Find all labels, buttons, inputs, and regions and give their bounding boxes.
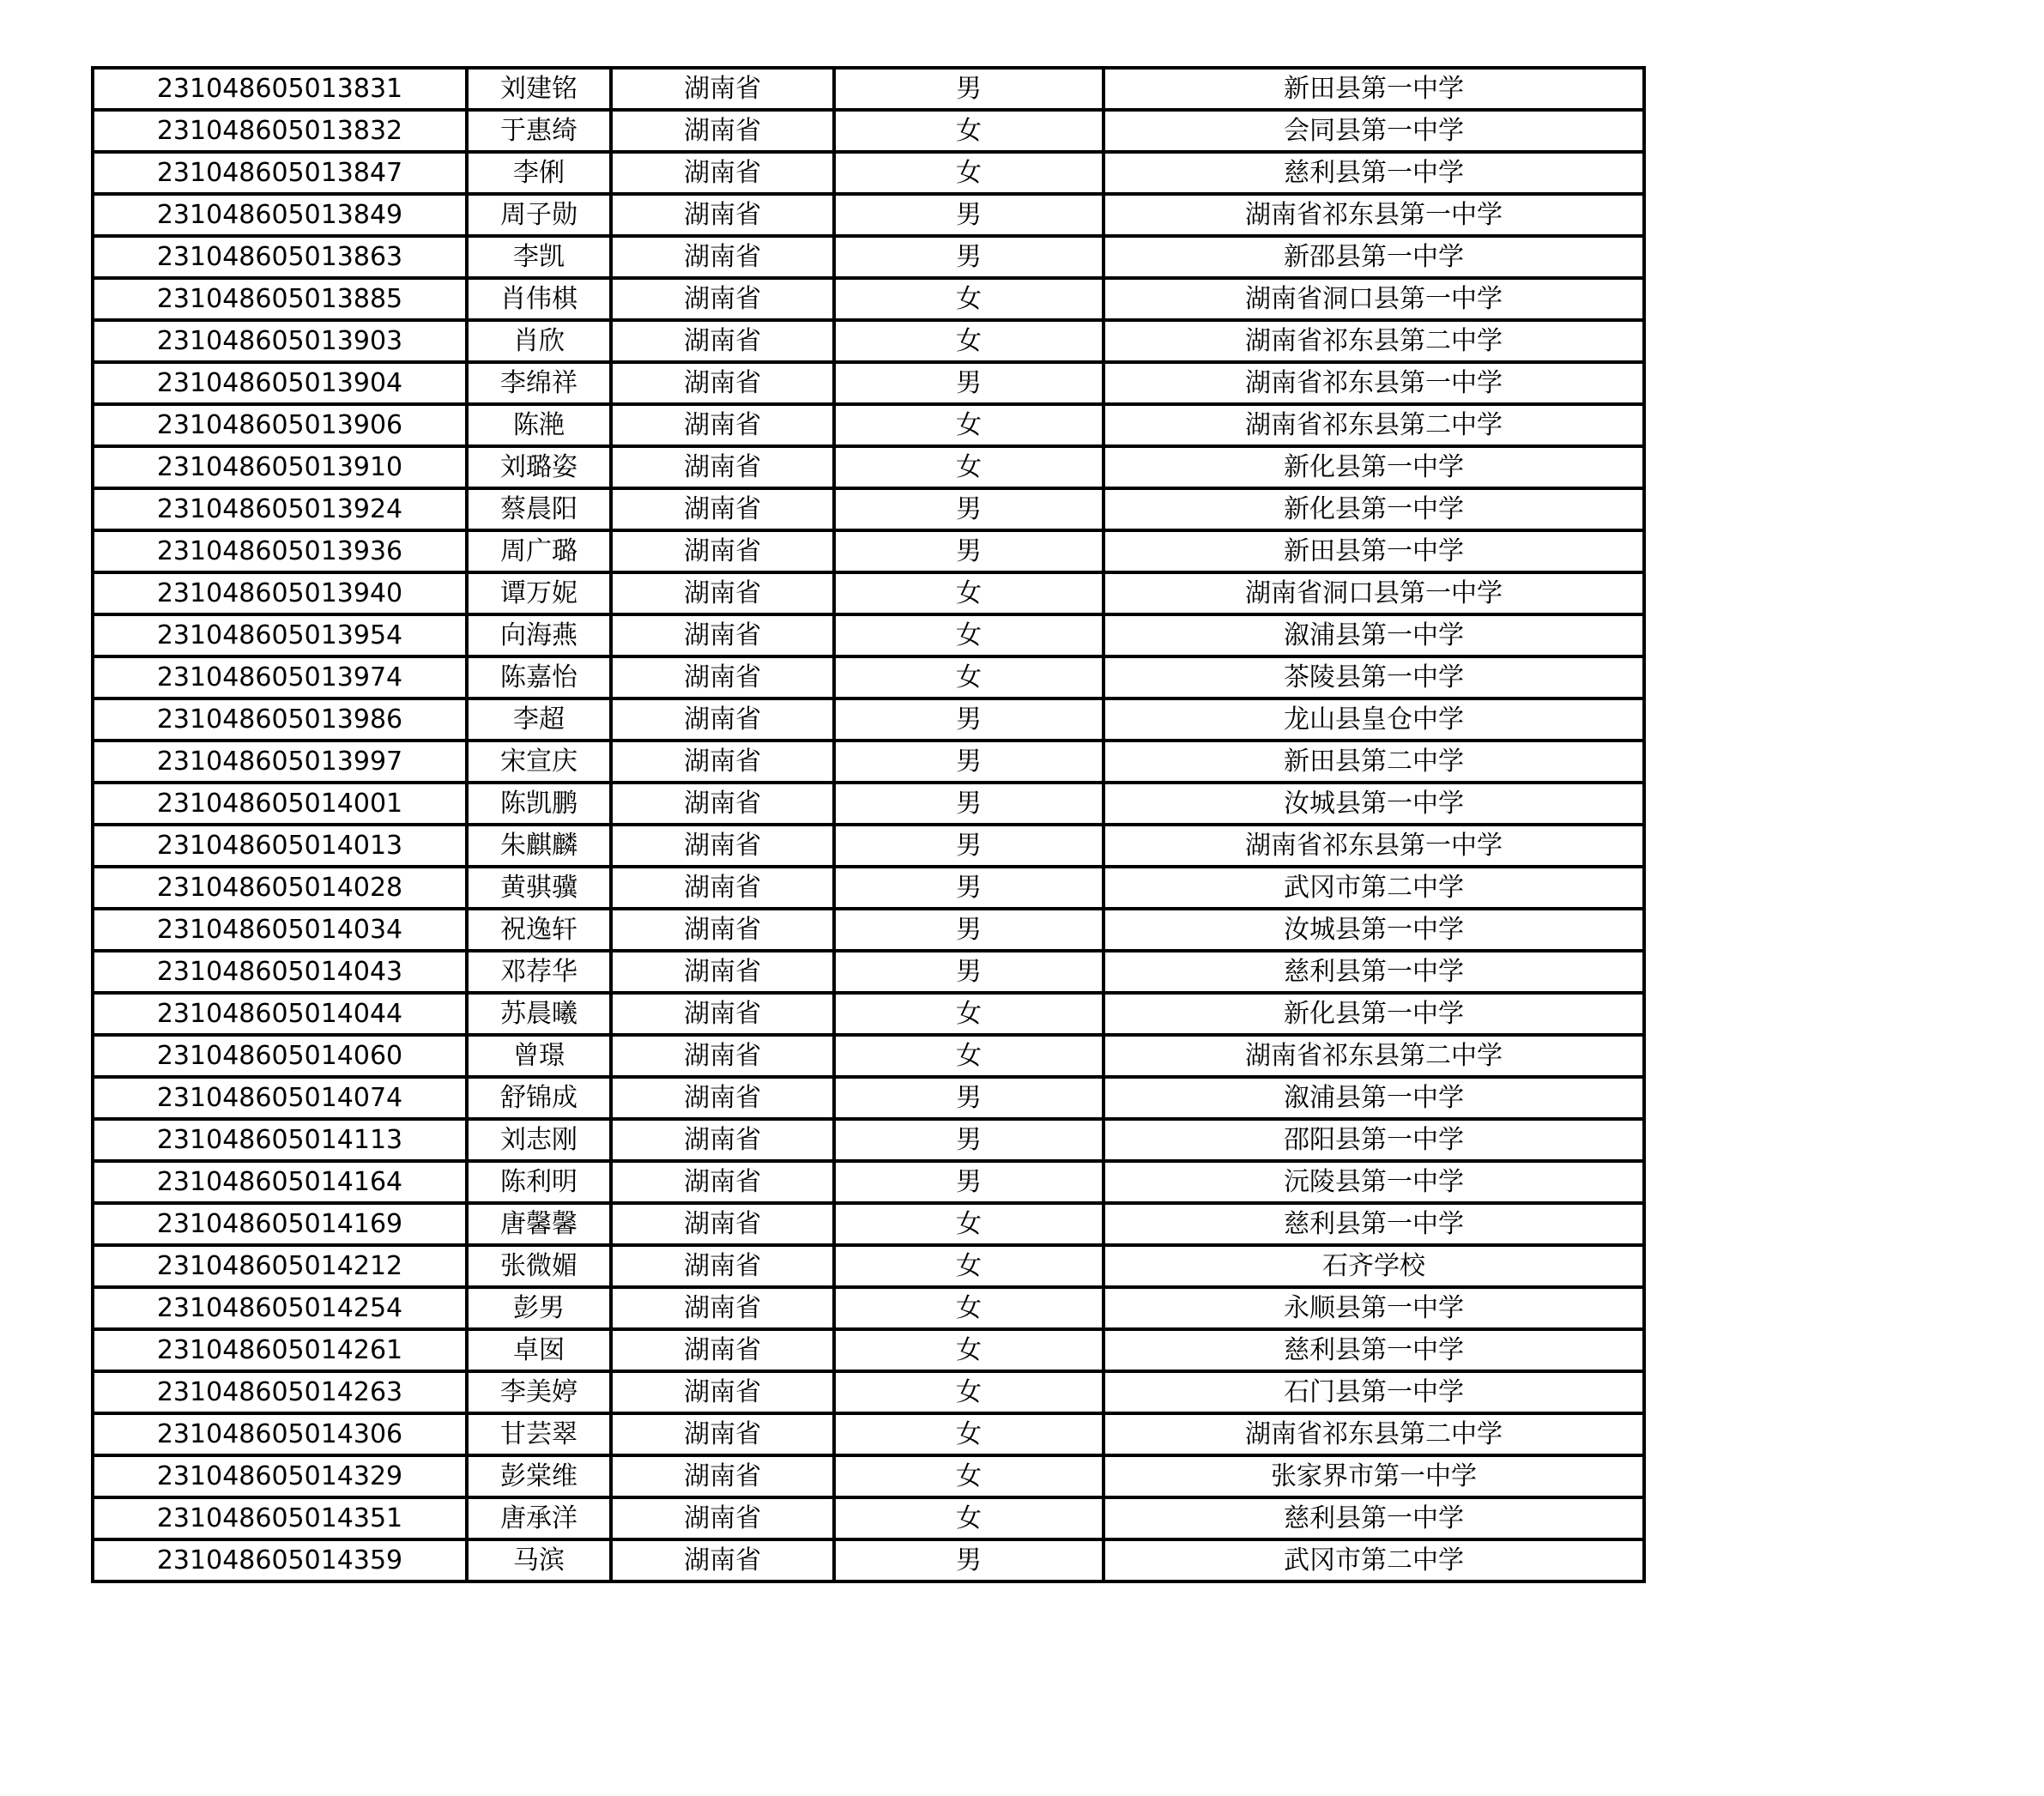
gender-cell: 女	[834, 110, 1104, 152]
student-id-cell: 231048605014212	[93, 1245, 467, 1287]
school-cell: 张家界市第一中学	[1104, 1455, 1644, 1497]
student-name-cell: 周广璐	[467, 530, 611, 572]
gender-cell: 女	[834, 404, 1104, 446]
student-name-cell: 陈利明	[467, 1161, 611, 1203]
province-cell: 湖南省	[611, 278, 834, 320]
student-name-cell: 刘建铭	[467, 68, 611, 110]
student-name-cell: 陈滟	[467, 404, 611, 446]
gender-cell: 女	[834, 614, 1104, 656]
school-cell: 新田县第二中学	[1104, 741, 1644, 783]
table-row	[93, 1161, 1644, 1203]
gender-cell: 女	[834, 1245, 1104, 1287]
school-cell: 新邵县第一中学	[1104, 236, 1644, 278]
table-row	[93, 698, 1644, 741]
school-cell: 汝城县第一中学	[1104, 783, 1644, 825]
province-cell: 湖南省	[611, 909, 834, 951]
gender-cell: 男	[834, 783, 1104, 825]
gender-cell: 男	[834, 951, 1104, 993]
table-row	[93, 656, 1644, 698]
gender-cell: 男	[834, 362, 1104, 404]
gender-cell: 男	[834, 68, 1104, 110]
table-row	[93, 488, 1644, 530]
school-cell: 慈利县第一中学	[1104, 1203, 1644, 1245]
province-cell: 湖南省	[611, 1497, 834, 1539]
province-cell: 湖南省	[611, 993, 834, 1035]
gender-cell: 男	[834, 867, 1104, 909]
province-cell: 湖南省	[611, 572, 834, 614]
table-row	[93, 362, 1644, 404]
province-cell: 湖南省	[611, 1035, 834, 1077]
student-id-cell: 231048605014074	[93, 1077, 467, 1119]
student-id-cell: 231048605014164	[93, 1161, 467, 1203]
province-cell: 湖南省	[611, 1077, 834, 1119]
table-row	[93, 530, 1644, 572]
province-cell: 湖南省	[611, 951, 834, 993]
student-id-cell: 231048605013924	[93, 488, 467, 530]
roster-table	[91, 66, 1646, 1583]
student-id-cell: 231048605013954	[93, 614, 467, 656]
student-id-cell: 231048605014028	[93, 867, 467, 909]
student-id-cell: 231048605014013	[93, 825, 467, 867]
gender-cell: 女	[834, 1413, 1104, 1455]
student-id-cell: 231048605014329	[93, 1455, 467, 1497]
province-cell: 湖南省	[611, 110, 834, 152]
school-cell: 龙山县皇仓中学	[1104, 698, 1644, 741]
gender-cell: 男	[834, 1539, 1104, 1581]
student-name-cell: 蔡晨阳	[467, 488, 611, 530]
student-id-cell: 231048605013974	[93, 656, 467, 698]
student-name-cell: 谭万妮	[467, 572, 611, 614]
student-name-cell: 唐承洋	[467, 1497, 611, 1539]
table-row	[93, 825, 1644, 867]
student-id-cell: 231048605013847	[93, 152, 467, 194]
school-cell: 会同县第一中学	[1104, 110, 1644, 152]
gender-cell: 女	[834, 1497, 1104, 1539]
province-cell: 湖南省	[611, 867, 834, 909]
school-cell: 溆浦县第一中学	[1104, 614, 1644, 656]
gender-cell: 女	[834, 656, 1104, 698]
school-cell: 湖南省祁东县第一中学	[1104, 825, 1644, 867]
student-name-cell: 朱麒麟	[467, 825, 611, 867]
table-row	[93, 194, 1644, 236]
gender-cell: 女	[834, 1329, 1104, 1371]
school-cell: 石齐学校	[1104, 1245, 1644, 1287]
student-name-cell: 肖欣	[467, 320, 611, 362]
student-name-cell: 马滨	[467, 1539, 611, 1581]
table-row	[93, 68, 1644, 110]
school-cell: 湖南省祁东县第二中学	[1104, 404, 1644, 446]
student-id-cell: 231048605014043	[93, 951, 467, 993]
student-id-cell: 231048605013997	[93, 741, 467, 783]
school-cell: 新化县第一中学	[1104, 993, 1644, 1035]
table-row	[93, 278, 1644, 320]
province-cell: 湖南省	[611, 152, 834, 194]
province-cell: 湖南省	[611, 1413, 834, 1455]
table-row	[93, 320, 1644, 362]
table-row	[93, 1287, 1644, 1329]
school-cell: 慈利县第一中学	[1104, 1497, 1644, 1539]
table-row	[93, 1245, 1644, 1287]
gender-cell: 男	[834, 825, 1104, 867]
gender-cell: 男	[834, 1077, 1104, 1119]
school-cell: 慈利县第一中学	[1104, 1329, 1644, 1371]
table-row	[93, 1329, 1644, 1371]
student-id-cell: 231048605014044	[93, 993, 467, 1035]
school-cell: 湖南省洞口县第一中学	[1104, 572, 1644, 614]
student-name-cell: 祝逸轩	[467, 909, 611, 951]
province-cell: 湖南省	[611, 446, 834, 488]
school-cell: 湖南省祁东县第二中学	[1104, 320, 1644, 362]
table-row	[93, 1497, 1644, 1539]
table-row	[93, 741, 1644, 783]
table-row	[93, 1203, 1644, 1245]
school-cell: 汝城县第一中学	[1104, 909, 1644, 951]
student-id-cell: 231048605014169	[93, 1203, 467, 1245]
student-id-cell: 231048605014263	[93, 1371, 467, 1413]
gender-cell: 女	[834, 1035, 1104, 1077]
school-cell: 新田县第一中学	[1104, 530, 1644, 572]
gender-cell: 女	[834, 572, 1104, 614]
student-name-cell: 卓囡	[467, 1329, 611, 1371]
school-cell: 沅陵县第一中学	[1104, 1161, 1644, 1203]
province-cell: 湖南省	[611, 1161, 834, 1203]
student-name-cell: 甘芸翠	[467, 1413, 611, 1455]
student-name-cell: 向海燕	[467, 614, 611, 656]
student-id-cell: 231048605013936	[93, 530, 467, 572]
school-cell: 石门县第一中学	[1104, 1371, 1644, 1413]
student-name-cell: 曾璟	[467, 1035, 611, 1077]
student-id-cell: 231048605013832	[93, 110, 467, 152]
student-name-cell: 周子勋	[467, 194, 611, 236]
student-id-cell: 231048605014351	[93, 1497, 467, 1539]
gender-cell: 女	[834, 993, 1104, 1035]
table-row	[93, 867, 1644, 909]
province-cell: 湖南省	[611, 1203, 834, 1245]
gender-cell: 男	[834, 194, 1104, 236]
table-row	[93, 909, 1644, 951]
student-id-cell: 231048605013885	[93, 278, 467, 320]
student-id-cell: 231048605013906	[93, 404, 467, 446]
student-name-cell: 宋宣庆	[467, 741, 611, 783]
school-cell: 永顺县第一中学	[1104, 1287, 1644, 1329]
province-cell: 湖南省	[611, 1539, 834, 1581]
student-id-cell: 231048605013940	[93, 572, 467, 614]
gender-cell: 女	[834, 152, 1104, 194]
gender-cell: 女	[834, 278, 1104, 320]
school-cell: 新化县第一中学	[1104, 488, 1644, 530]
province-cell: 湖南省	[611, 825, 834, 867]
student-name-cell: 陈凯鹏	[467, 783, 611, 825]
table-row	[93, 1035, 1644, 1077]
student-name-cell: 陈嘉怡	[467, 656, 611, 698]
province-cell: 湖南省	[611, 236, 834, 278]
table-row	[93, 783, 1644, 825]
table-row	[93, 404, 1644, 446]
school-cell: 湖南省祁东县第二中学	[1104, 1035, 1644, 1077]
gender-cell: 女	[834, 1455, 1104, 1497]
school-cell: 溆浦县第一中学	[1104, 1077, 1644, 1119]
student-id-cell: 231048605013986	[93, 698, 467, 741]
student-id-cell: 231048605014034	[93, 909, 467, 951]
province-cell: 湖南省	[611, 656, 834, 698]
province-cell: 湖南省	[611, 362, 834, 404]
table-row	[93, 1077, 1644, 1119]
student-name-cell: 李绵祥	[467, 362, 611, 404]
school-cell: 新田县第一中学	[1104, 68, 1644, 110]
student-name-cell: 李俐	[467, 152, 611, 194]
student-name-cell: 彭男	[467, 1287, 611, 1329]
gender-cell: 男	[834, 236, 1104, 278]
school-cell: 邵阳县第一中学	[1104, 1119, 1644, 1161]
province-cell: 湖南省	[611, 194, 834, 236]
student-id-cell: 231048605013849	[93, 194, 467, 236]
table-row	[93, 446, 1644, 488]
school-cell: 新化县第一中学	[1104, 446, 1644, 488]
student-id-cell: 231048605014060	[93, 1035, 467, 1077]
school-cell: 武冈市第二中学	[1104, 867, 1644, 909]
table-row	[93, 236, 1644, 278]
gender-cell: 男	[834, 741, 1104, 783]
student-id-cell: 231048605014001	[93, 783, 467, 825]
student-id-cell: 231048605014113	[93, 1119, 467, 1161]
student-id-cell: 231048605013863	[93, 236, 467, 278]
table-row	[93, 993, 1644, 1035]
roster-body	[93, 68, 1644, 1581]
gender-cell: 男	[834, 1161, 1104, 1203]
province-cell: 湖南省	[611, 1371, 834, 1413]
student-name-cell: 张微媚	[467, 1245, 611, 1287]
gender-cell: 男	[834, 1119, 1104, 1161]
student-name-cell: 舒锦成	[467, 1077, 611, 1119]
province-cell: 湖南省	[611, 698, 834, 741]
student-name-cell: 肖伟棋	[467, 278, 611, 320]
gender-cell: 男	[834, 530, 1104, 572]
school-cell: 湖南省祁东县第二中学	[1104, 1413, 1644, 1455]
student-name-cell: 刘志刚	[467, 1119, 611, 1161]
province-cell: 湖南省	[611, 1287, 834, 1329]
table-row	[93, 614, 1644, 656]
student-name-cell: 苏晨曦	[467, 993, 611, 1035]
student-id-cell: 231048605013910	[93, 446, 467, 488]
gender-cell: 女	[834, 1371, 1104, 1413]
student-id-cell: 231048605014261	[93, 1329, 467, 1371]
school-cell: 慈利县第一中学	[1104, 951, 1644, 993]
student-name-cell: 于惠绮	[467, 110, 611, 152]
gender-cell: 女	[834, 446, 1104, 488]
student-id-cell: 231048605013831	[93, 68, 467, 110]
student-name-cell: 邓荐华	[467, 951, 611, 993]
student-name-cell: 唐馨馨	[467, 1203, 611, 1245]
province-cell: 湖南省	[611, 783, 834, 825]
province-cell: 湖南省	[611, 404, 834, 446]
school-cell: 武冈市第二中学	[1104, 1539, 1644, 1581]
gender-cell: 男	[834, 488, 1104, 530]
student-name-cell: 李美婷	[467, 1371, 611, 1413]
province-cell: 湖南省	[611, 320, 834, 362]
province-cell: 湖南省	[611, 1119, 834, 1161]
gender-cell: 男	[834, 909, 1104, 951]
province-cell: 湖南省	[611, 1329, 834, 1371]
province-cell: 湖南省	[611, 68, 834, 110]
province-cell: 湖南省	[611, 488, 834, 530]
student-id-cell: 231048605014306	[93, 1413, 467, 1455]
table-row	[93, 152, 1644, 194]
province-cell: 湖南省	[611, 614, 834, 656]
table-row	[93, 1119, 1644, 1161]
student-name-cell: 彭棠维	[467, 1455, 611, 1497]
table-row	[93, 1455, 1644, 1497]
gender-cell: 女	[834, 1203, 1104, 1245]
table-row	[93, 1371, 1644, 1413]
gender-cell: 女	[834, 320, 1104, 362]
student-id-cell: 231048605014254	[93, 1287, 467, 1329]
student-name-cell: 李凯	[467, 236, 611, 278]
school-cell: 湖南省祁东县第一中学	[1104, 362, 1644, 404]
school-cell: 慈利县第一中学	[1104, 152, 1644, 194]
table-row	[93, 951, 1644, 993]
table-row	[93, 572, 1644, 614]
student-id-cell: 231048605013903	[93, 320, 467, 362]
table-row	[93, 110, 1644, 152]
gender-cell: 女	[834, 1287, 1104, 1329]
province-cell: 湖南省	[611, 741, 834, 783]
province-cell: 湖南省	[611, 1245, 834, 1287]
student-id-cell: 231048605013904	[93, 362, 467, 404]
school-cell: 湖南省祁东县第一中学	[1104, 194, 1644, 236]
table-row	[93, 1413, 1644, 1455]
province-cell: 湖南省	[611, 530, 834, 572]
student-id-cell: 231048605014359	[93, 1539, 467, 1581]
student-name-cell: 刘璐姿	[467, 446, 611, 488]
student-name-cell: 李超	[467, 698, 611, 741]
gender-cell: 男	[834, 698, 1104, 741]
school-cell: 湖南省洞口县第一中学	[1104, 278, 1644, 320]
province-cell: 湖南省	[611, 1455, 834, 1497]
table-row	[93, 1539, 1644, 1581]
school-cell: 茶陵县第一中学	[1104, 656, 1644, 698]
student-name-cell: 黄骐骥	[467, 867, 611, 909]
